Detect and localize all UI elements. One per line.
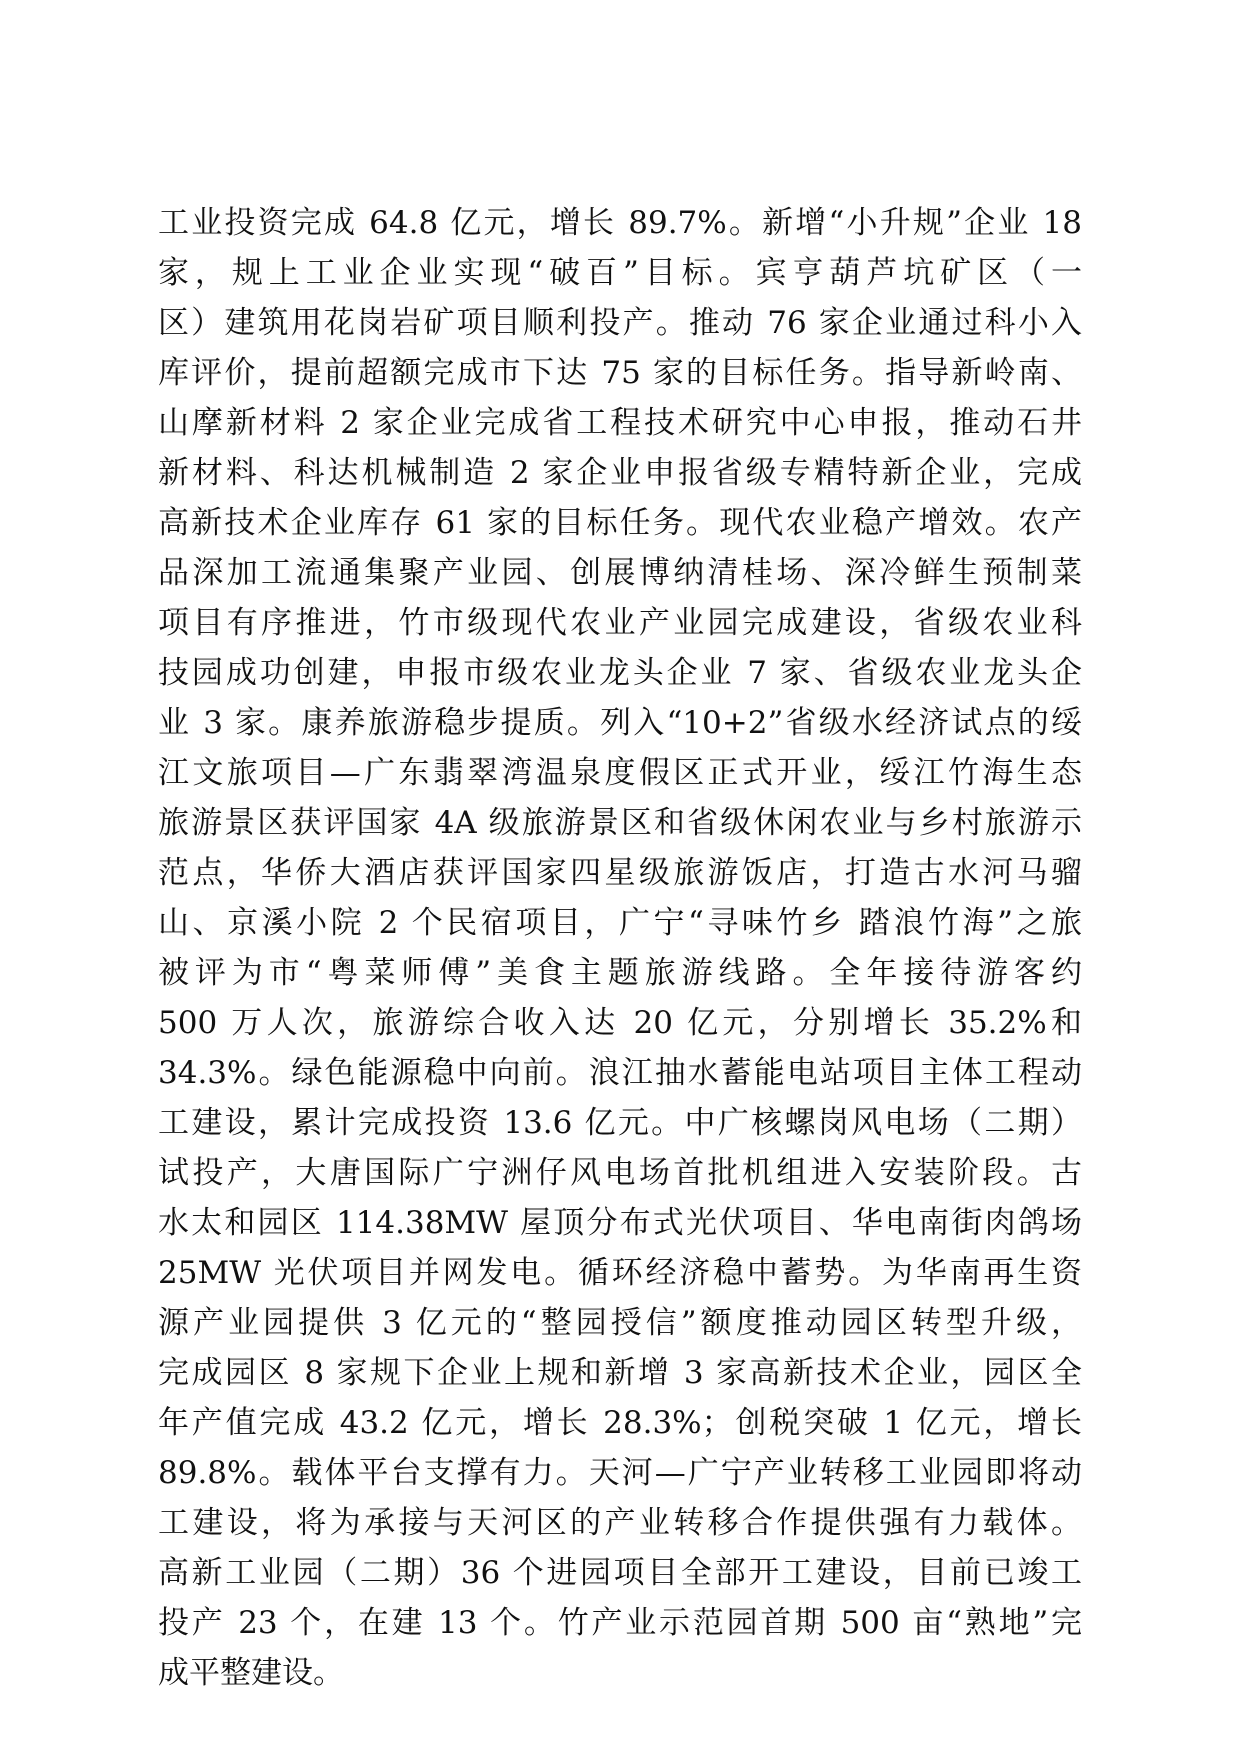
text-line: 年产值完成 43.2 亿元，增长 28.3%；创税突破 1 亿元，增长 bbox=[158, 1405, 1082, 1441]
text-line: 89.8%。载体平台支撑有力。天河—广宁产业转移工业园即将动 bbox=[158, 1455, 1082, 1491]
text-line: 库评价，提前超额完成市下达 75 家的目标任务。指导新岭南、 bbox=[158, 355, 1082, 391]
text-line: 工建设，累计完成投资 13.6 亿元。中广核螺岗风电场（二期） bbox=[158, 1105, 1082, 1141]
text-line: 水太和园区 114.38MW 屋顶分布式光伏项目、华电南街肉鸽场 bbox=[158, 1205, 1082, 1241]
text-line: 新材料、科达机械制造 2 家企业申报省级专精特新企业，完成 bbox=[158, 455, 1082, 491]
text-line: 高新工业园（二期）36 个进园项目全部开工建设，目前已竣工 bbox=[158, 1555, 1082, 1591]
text-line: 25MW 光伏项目并网发电。循环经济稳中蓄势。为华南再生资 bbox=[158, 1255, 1082, 1291]
text-line: 34.3%。绿色能源稳中向前。浪江抽水蓄能电站项目主体工程动 bbox=[158, 1055, 1082, 1091]
body-paragraph bbox=[158, 198, 1082, 1698]
text-line: 项目有序推进，竹市级现代农业产业园完成建设，省级农业科 bbox=[158, 605, 1082, 641]
text-line: 被评为市“粤菜师傅”美食主题旅游线路。全年接待游客约 bbox=[158, 955, 1082, 991]
text-line: 完成园区 8 家规下企业上规和新增 3 家高新技术企业，园区全 bbox=[158, 1355, 1082, 1391]
text-line: 试投产，大唐国际广宁洲仔风电场首批机组进入安装阶段。古 bbox=[158, 1155, 1082, 1191]
text-line: 源产业园提供 3 亿元的“整园授信”额度推动园区转型升级， bbox=[158, 1305, 1082, 1341]
text-line: 工建设，将为承接与天河区的产业转移合作提供强有力载体。 bbox=[158, 1505, 1082, 1541]
text-line: 工业投资完成 64.8 亿元，增长 89.7%。新增“小升规”企业 18 bbox=[158, 205, 1082, 241]
text-line: 技园成功创建，申报市级农业龙头企业 7 家、省级农业龙头企 bbox=[158, 655, 1082, 691]
text-line: 山、京溪小院 2 个民宿项目，广宁“寻味竹乡 踏浪竹海”之旅 bbox=[158, 905, 1082, 941]
text-line: 高新技术企业库存 61 家的目标任务。现代农业稳产增效。农产 bbox=[158, 505, 1082, 541]
text-line: 投产 23 个，在建 13 个。竹产业示范园首期 500 亩“熟地”完 bbox=[158, 1605, 1082, 1641]
text-line-last: 成平整建设。 bbox=[158, 1655, 344, 1691]
text-line: 江文旅项目—广东翡翠湾温泉度假区正式开业，绥江竹海生态 bbox=[158, 755, 1082, 791]
text-line: 山摩新材料 2 家企业完成省工程技术研究中心申报，推动石井 bbox=[158, 405, 1082, 441]
text-line: 500 万人次，旅游综合收入达 20 亿元，分别增长 35.2%和 bbox=[158, 1005, 1082, 1041]
text-line: 品深加工流通集聚产业园、创展博纳清桂场、深冷鲜生预制菜 bbox=[158, 555, 1082, 591]
text-line: 家，规上工业企业实现“破百”目标。宾亨葫芦坑矿区（一 bbox=[158, 255, 1082, 291]
text-line: 旅游景区获评国家 4A 级旅游景区和省级休闲农业与乡村旅游示 bbox=[158, 805, 1082, 841]
text-line: 范点，华侨大酒店获评国家四星级旅游饭店，打造古水河马骝 bbox=[158, 855, 1082, 891]
text-line: 业 3 家。康养旅游稳步提质。列入“10+2”省级水经济试点的绥 bbox=[158, 705, 1082, 741]
text-line: 区）建筑用花岗岩矿项目顺利投产。推动 76 家企业通过科小入 bbox=[158, 305, 1082, 341]
